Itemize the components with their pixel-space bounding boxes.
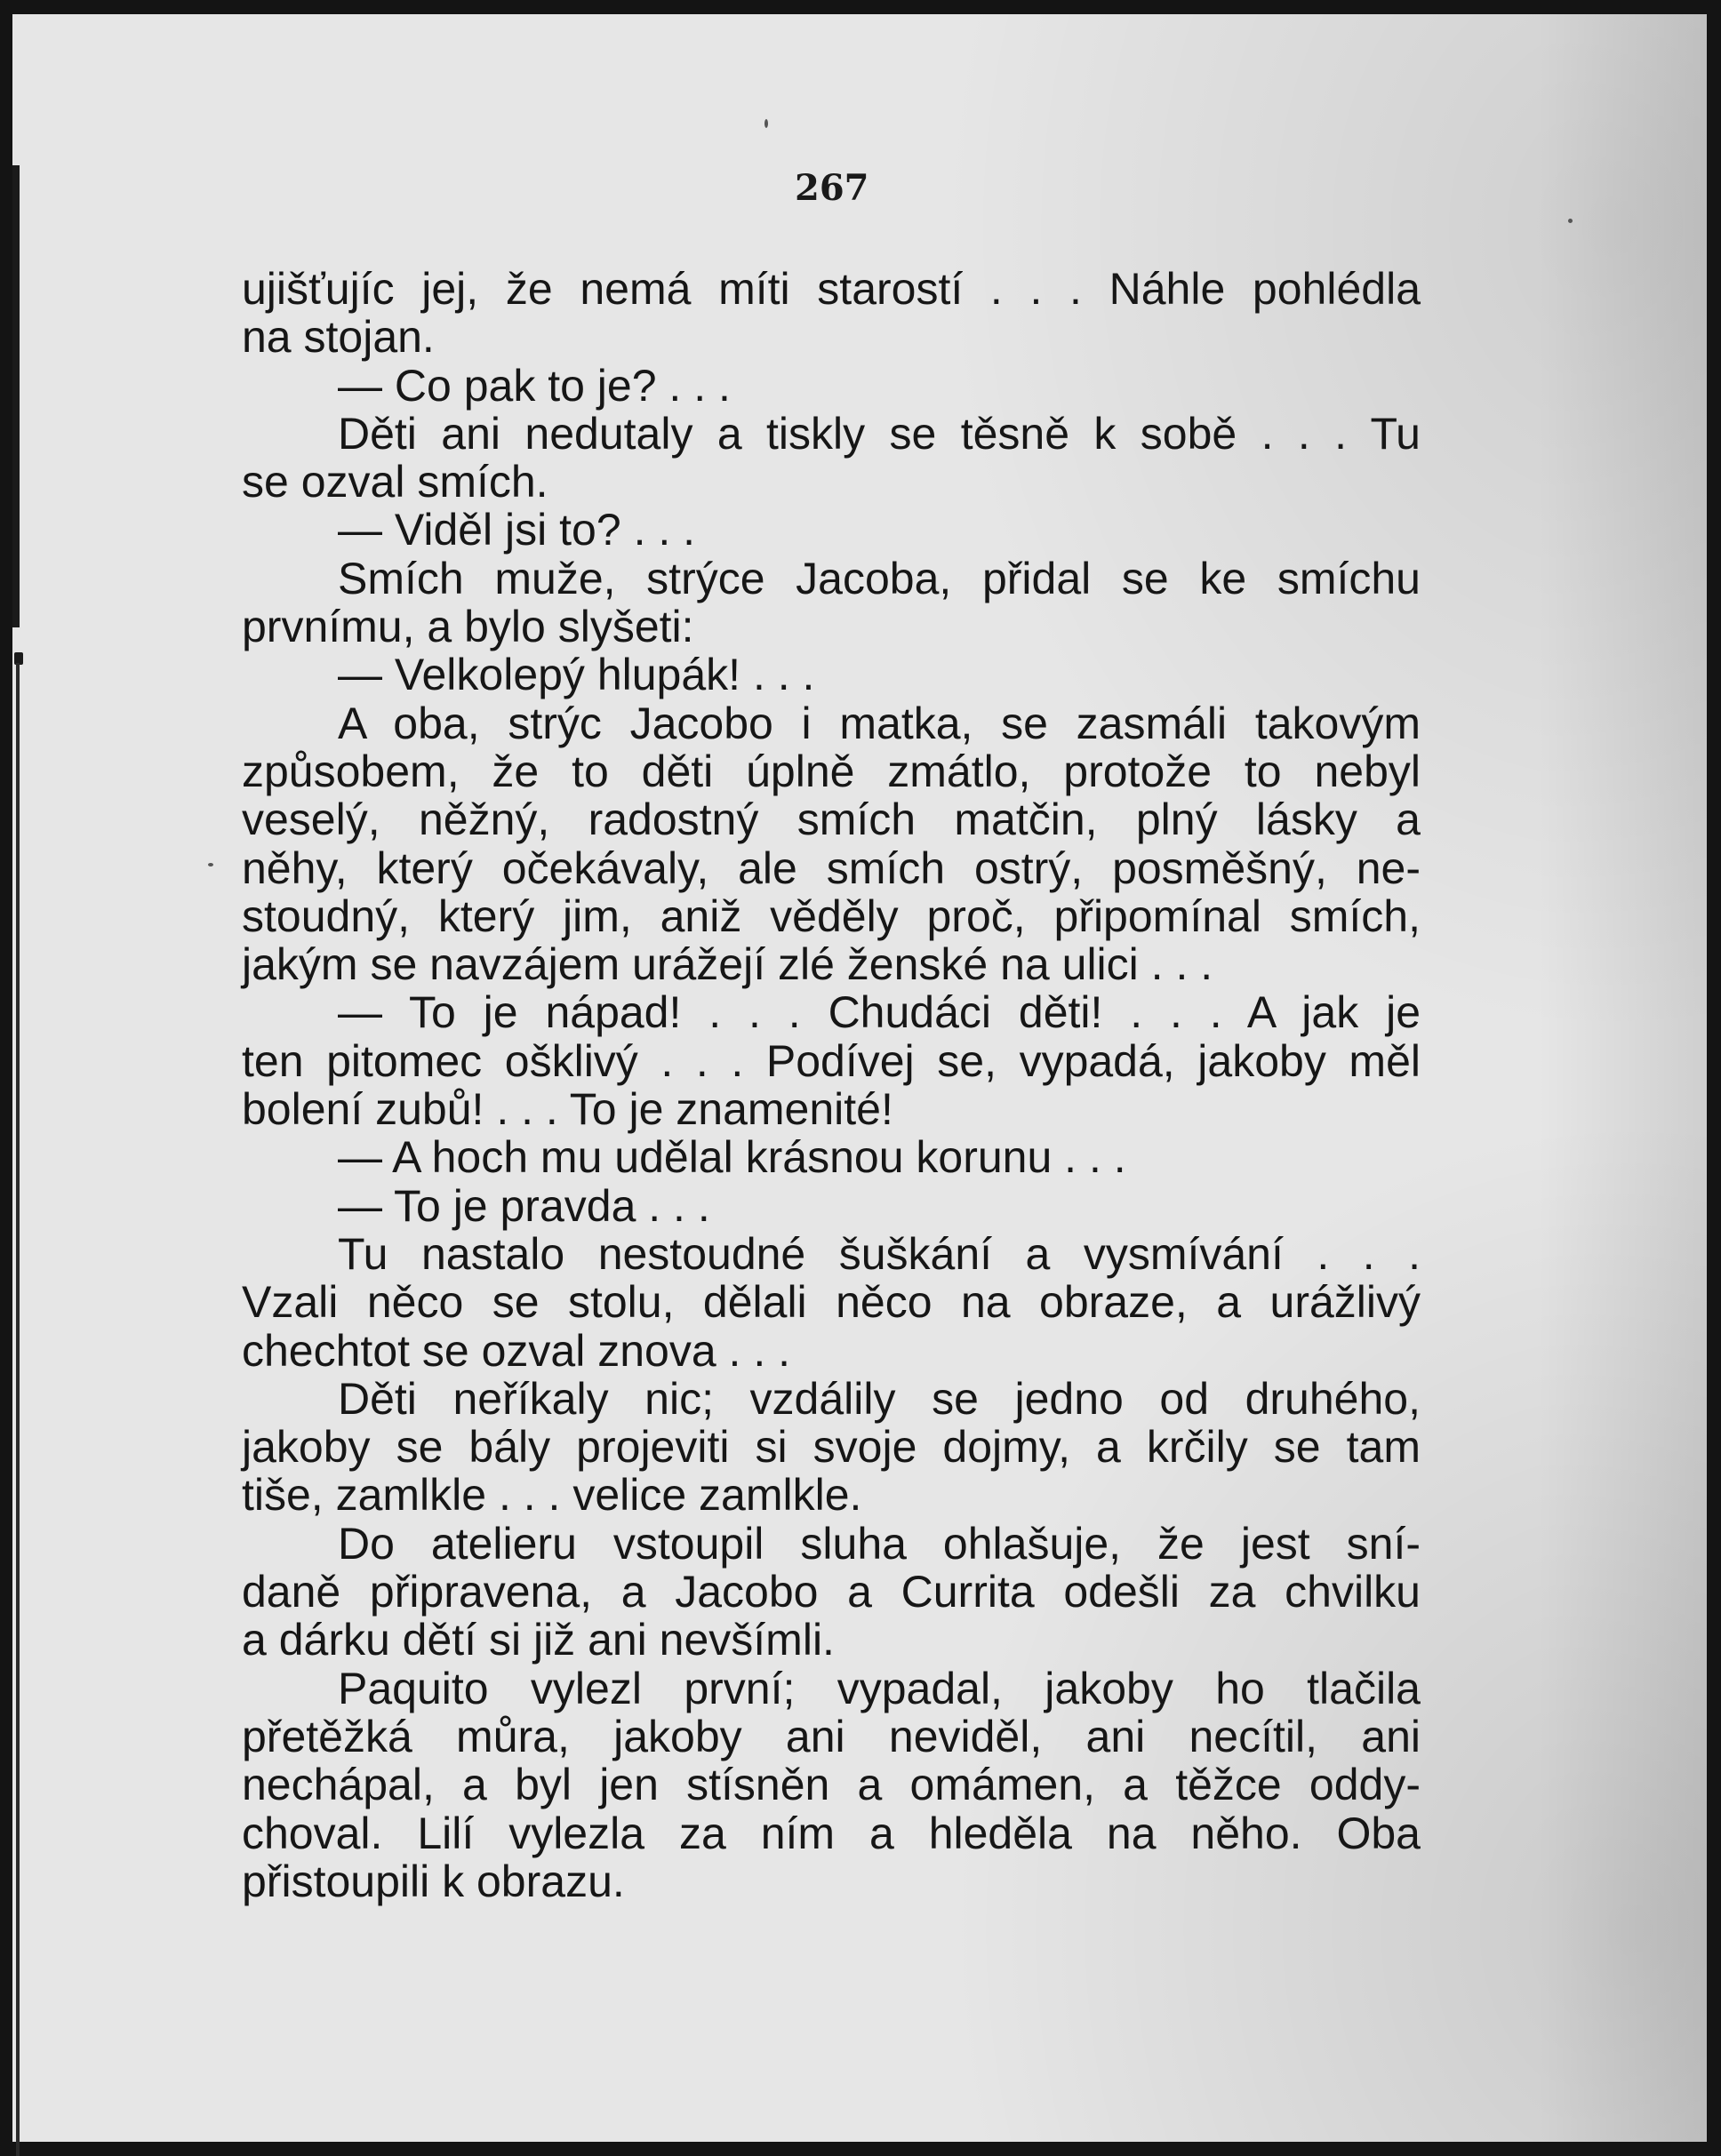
text-line: — Velkolepý hlupák! . . . xyxy=(338,650,815,700)
text-line: jakoby se bály projeviti si svoje dojmy, a krčily se tam xyxy=(242,1422,1421,1473)
page-number: 267 xyxy=(795,167,869,209)
binding-edge-shadow xyxy=(12,165,20,627)
text-line: ujišťujíc jej, že nemá míti starostí . . . Náhle pohlédla xyxy=(242,264,1421,314)
dust-speck xyxy=(1568,219,1573,223)
text-line: prvnímu, a bylo slyšeti: xyxy=(242,602,694,652)
text-line: Děti neříkaly nic; vzdálily se jedno od druhého, xyxy=(338,1373,1421,1424)
text-line: přistoupili k obrazu. xyxy=(242,1856,625,1906)
text-line: něhy, který očekávaly, ale smích ostrý, posměšný, ne- xyxy=(242,842,1421,893)
page-left-border-line xyxy=(16,663,20,2156)
text-line: Vzali něco se stolu, dělali něco na obraze, a urážlivý xyxy=(242,1277,1421,1328)
text-line: veselý, něžný, radostný smích matčin, plný lásky a xyxy=(242,795,1421,845)
text-line: Paquito vylezl první; vypadal, jakoby ho tlačila xyxy=(338,1663,1421,1713)
text-line: choval. Lilí vylezla za ním a hleděla na něho. Oba xyxy=(242,1808,1421,1858)
text-line: A oba, strýc Jacobo i matka, se zasmáli takovým xyxy=(338,698,1421,748)
dust-speck xyxy=(764,119,768,128)
text-line: Do atelieru vstoupil sluha ohlašuje, že jest sní- xyxy=(338,1518,1421,1569)
text-line: Tu nastalo nestoudné šuškání a vysmívání . . . xyxy=(338,1228,1421,1279)
text-line: ten pitomec ošklivý . . . Podívej se, vypadá, jakoby měl xyxy=(242,1035,1421,1086)
text-line: Smích muže, strýce Jacoba, přidal se ke smíchu xyxy=(338,553,1421,603)
text-line: tiše, zamlkle . . . velice zamlkle. xyxy=(242,1470,862,1521)
text-line: bolení zubů! . . . To je znamenité! xyxy=(242,1084,893,1135)
text-line: chechtot se ozval znova . . . xyxy=(242,1325,790,1376)
text-line: způsobem, že to děti úplně zmátlo, protože to nebyl xyxy=(242,746,1421,796)
text-line: Děti ani nedutaly a tiskly se těsně k sobě . . . Tu xyxy=(338,408,1421,459)
text-line: — To je nápad! . . . Chudáci děti! . . . A jak je xyxy=(338,987,1421,1038)
text-line: nechápal, a byl jen stísněn a omámen, a těžce oddy- xyxy=(242,1760,1421,1810)
body-text xyxy=(242,265,1421,1905)
text-line: stoudný, který jim, aniž věděly proč, připomínal smích, xyxy=(242,890,1421,941)
text-line: daně připravena, a Jacobo a Currita odešli za chvilku xyxy=(242,1567,1421,1617)
text-line: — Co pak to je? . . . xyxy=(338,360,731,411)
text-line: na stojan. xyxy=(242,312,435,363)
book-page xyxy=(12,14,1707,2142)
text-line: — Viděl jsi to? . . . xyxy=(338,505,696,555)
text-line: se ozval smích. xyxy=(242,457,548,507)
text-line: jakým se navzájem urážejí zlé ženské na ulici . . . xyxy=(242,939,1213,990)
text-line: — To je pravda . . . xyxy=(338,1180,710,1231)
dust-speck xyxy=(208,863,213,866)
text-line: přetěžká můra, jakoby ani neviděl, ani necítil, ani xyxy=(242,1711,1421,1761)
text-line: — A hoch mu udělal krásnou korunu . . . xyxy=(338,1132,1126,1183)
text-line: a dárku dětí si již ani nevšímli. xyxy=(242,1615,835,1665)
